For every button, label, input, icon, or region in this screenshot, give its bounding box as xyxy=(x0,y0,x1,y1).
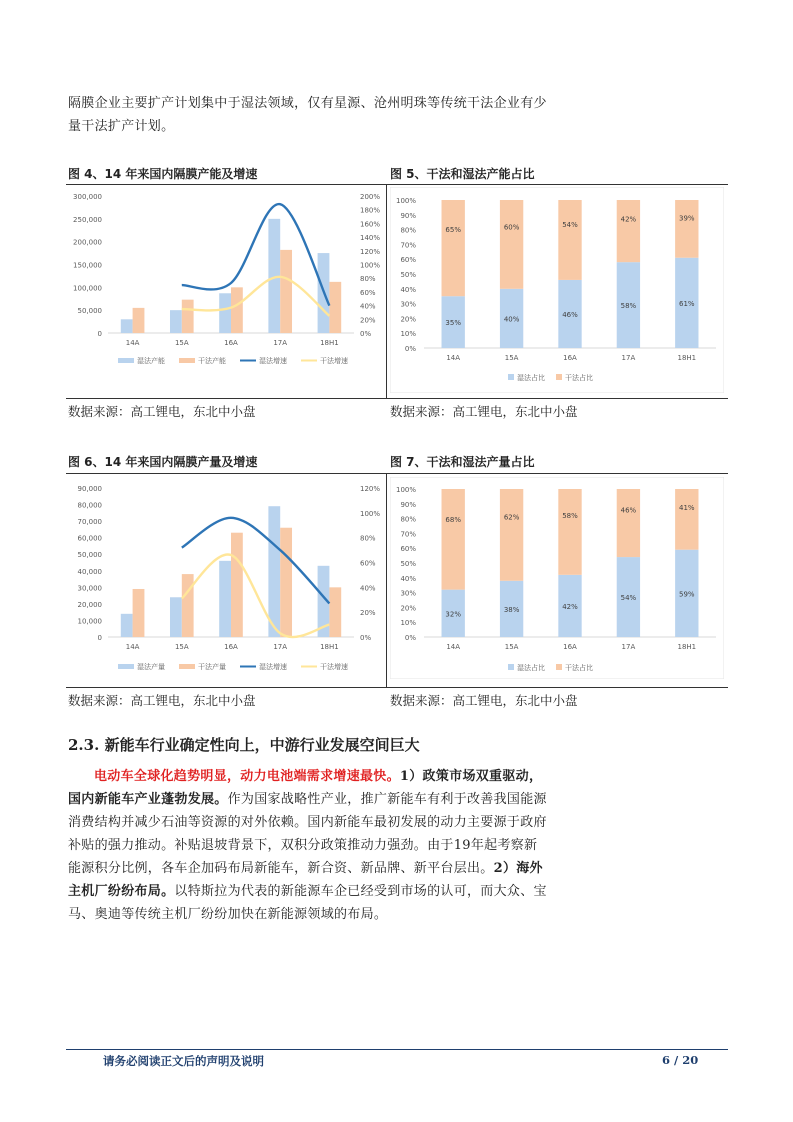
x-tick-label: 16A xyxy=(224,339,238,347)
intro-paragraph xyxy=(68,92,588,138)
legend-swatch-干法占比 xyxy=(556,374,562,380)
intro-line-1: 隔膜企业主要扩产计划集中于湿法领域，仅有星源、沧州明珠等传统干法企业有少 xyxy=(68,96,547,111)
x-tick-label: 14A xyxy=(446,643,461,651)
legend-label-湿法产量: 湿法产量 xyxy=(137,663,165,671)
y-tick-label: 70% xyxy=(400,530,416,539)
y-right-tick-label: 200% xyxy=(360,193,381,201)
fig5-chart xyxy=(390,187,724,393)
y-left-tick-label: 50,000 xyxy=(77,551,102,560)
data-label-干法占比: 41% xyxy=(679,504,695,513)
y-right-tick-label: 160% xyxy=(360,220,381,229)
y-right-tick-label: 60% xyxy=(360,288,376,297)
y-tick-label: 60% xyxy=(400,256,416,265)
y-right-tick-label: 0% xyxy=(360,330,372,338)
y-right-tick-label: 0% xyxy=(360,634,372,642)
body-line-1 xyxy=(68,765,598,788)
legend-label-干法占比: 干法占比 xyxy=(565,374,593,382)
y-tick-label: 100% xyxy=(395,486,416,494)
bar-干法产量 xyxy=(231,533,243,637)
footer-page-number: 6 / 20 xyxy=(662,1053,699,1067)
x-tick-label: 15A xyxy=(504,354,519,362)
legend-label-湿法增速: 湿法增速 xyxy=(259,663,287,671)
fig-row2-top-rule xyxy=(66,473,728,474)
body-text-2: 作为国家战略性产业，推广新能车有利于改善我国能源 xyxy=(227,792,547,807)
bar-湿法产量 xyxy=(219,561,231,637)
footer-rule xyxy=(66,1049,728,1050)
y-left-tick-label: 250,000 xyxy=(73,215,102,224)
bar-segment-干法占比 xyxy=(617,489,640,557)
fig7-chart xyxy=(390,477,724,679)
y-tick-label: 40% xyxy=(400,574,416,583)
line-干法增速 xyxy=(182,277,330,316)
legend-label-干法增速: 干法增速 xyxy=(320,663,348,671)
line-干法增速 xyxy=(182,555,330,638)
fig6-chart xyxy=(70,477,382,677)
data-label-湿法占比: 38% xyxy=(503,605,520,614)
body-line-3: 消费结构并减少石油等资源的对外依赖。国内新能车最初发展的动力主要源于政府 xyxy=(68,815,547,830)
bar-segment-干法占比 xyxy=(675,200,698,258)
y-right-tick-label: 80% xyxy=(360,275,376,284)
y-tick-label: 20% xyxy=(400,315,416,324)
data-label-湿法占比: 40% xyxy=(503,315,520,324)
y-right-tick-label: 120% xyxy=(360,485,381,493)
x-tick-label: 14A xyxy=(125,339,140,347)
bar-segment-干法占比 xyxy=(500,200,523,289)
fig4-chart xyxy=(70,187,382,373)
data-label-湿法占比: 46% xyxy=(562,310,578,319)
data-label-干法占比: 54% xyxy=(562,220,578,229)
x-tick-label: 15A xyxy=(174,339,189,347)
section-title: 新能车行业确定性向上，中游行业发展空间巨大 xyxy=(104,736,420,754)
y-tick-label: 100% xyxy=(395,197,416,205)
y-tick-label: 60% xyxy=(400,545,416,554)
section-heading xyxy=(68,734,420,755)
data-label-干法占比: 60% xyxy=(503,223,520,232)
x-tick-label: 17A xyxy=(621,643,636,651)
legend-label-湿法占比: 湿法占比 xyxy=(517,374,545,382)
x-tick-label: 17A xyxy=(273,643,288,651)
data-label-湿法占比: 32% xyxy=(445,610,461,619)
legend-label-湿法增速: 湿法增速 xyxy=(259,357,287,365)
legend-swatch-干法产量 xyxy=(179,664,195,669)
x-tick-label: 16A xyxy=(563,354,577,362)
y-left-tick-label: 0 xyxy=(97,634,102,642)
legend-swatch-干法占比 xyxy=(556,664,562,670)
legend-swatch-湿法产能 xyxy=(118,358,134,363)
chart-frame xyxy=(390,477,724,679)
y-right-tick-label: 20% xyxy=(360,609,376,618)
body-bold-2: 国内新能车产业蓬勃发展。 xyxy=(68,792,228,807)
bar-干法产量 xyxy=(280,528,292,637)
y-left-tick-label: 20,000 xyxy=(77,600,102,609)
y-right-tick-label: 180% xyxy=(360,206,381,215)
legend-swatch-湿法占比 xyxy=(508,664,514,670)
data-label-干法占比: 46% xyxy=(620,506,637,515)
y-tick-label: 30% xyxy=(400,589,416,598)
fig5-source: 数据来源：高工锂电，东北中小盘 xyxy=(390,404,578,419)
data-label-湿法占比: 54% xyxy=(620,594,637,603)
x-tick-label: 18H1 xyxy=(320,339,339,347)
bar-segment-干法占比 xyxy=(558,200,581,280)
y-left-tick-label: 70,000 xyxy=(77,518,102,527)
body-line-7: 马、奥迪等传统主机厂纷纷加快在新能源领域的布局。 xyxy=(68,907,388,922)
y-left-tick-label: 50,000 xyxy=(77,307,102,316)
legend-label-湿法占比: 湿法占比 xyxy=(517,664,545,672)
bar-干法产能 xyxy=(280,250,292,333)
x-tick-label: 16A xyxy=(224,643,238,651)
bar-湿法产量 xyxy=(170,597,182,637)
y-tick-label: 10% xyxy=(400,330,416,339)
bar-segment-干法占比 xyxy=(442,489,465,590)
fig6-title: 图 6、14 年来国内隔膜产量及增速 xyxy=(68,455,258,469)
body-bold-5: 2）海外 xyxy=(493,861,543,876)
bar-segment-干法占比 xyxy=(442,200,465,296)
legend-label-干法占比: 干法占比 xyxy=(565,664,593,672)
bar-干法产量 xyxy=(182,574,194,637)
bar-segment-干法占比 xyxy=(617,200,640,262)
y-left-tick-label: 0 xyxy=(97,330,102,338)
data-label-湿法占比: 59% xyxy=(679,590,695,599)
fig5-title: 图 5、干法和湿法产能占比 xyxy=(390,167,535,181)
fig4-source: 数据来源：高工锂电，东北中小盘 xyxy=(68,404,256,419)
fig-row2-bottom-rule xyxy=(66,687,728,688)
bar-干法产能 xyxy=(329,282,341,333)
y-tick-label: 50% xyxy=(400,271,416,279)
bar-干法产量 xyxy=(329,587,341,637)
body-bold-6: 主机厂纷纷布局。 xyxy=(68,884,175,899)
x-tick-label: 17A xyxy=(621,354,636,362)
data-label-干法占比: 39% xyxy=(679,214,695,223)
legend-label-干法产能: 干法产能 xyxy=(198,357,226,365)
bar-segment-干法占比 xyxy=(500,489,523,581)
y-tick-label: 80% xyxy=(400,515,416,524)
y-tick-label: 90% xyxy=(400,211,416,220)
body-paragraph xyxy=(68,765,598,926)
data-label-干法占比: 42% xyxy=(620,215,637,224)
bar-湿法产能 xyxy=(170,310,182,333)
y-left-tick-label: 150,000 xyxy=(73,261,102,270)
fig-row1-top-rule xyxy=(66,184,728,185)
fig4-title: 图 4、14 年来国内隔膜产能及增速 xyxy=(68,167,258,181)
y-left-tick-label: 100,000 xyxy=(73,284,102,293)
x-tick-label: 15A xyxy=(174,643,189,651)
legend-label-干法增速: 干法增速 xyxy=(320,357,348,365)
y-tick-label: 90% xyxy=(400,500,416,509)
fig-row1-divider xyxy=(386,184,387,398)
bar-干法产量 xyxy=(133,589,145,637)
y-left-tick-label: 80,000 xyxy=(77,501,102,510)
body-red-lead: 电动车全球化趋势明显，动力电池端需求增速最快。 xyxy=(94,769,400,784)
data-label-干法占比: 65% xyxy=(445,225,461,234)
y-left-tick-label: 200,000 xyxy=(73,238,102,247)
y-right-tick-label: 60% xyxy=(360,559,376,568)
bar-segment-干法占比 xyxy=(675,489,698,550)
body-bold-1: 1）政策市场双重驱动， xyxy=(399,769,543,784)
legend-label-湿法产能: 湿法产能 xyxy=(137,357,165,365)
fig7-source: 数据来源：高工锂电，东北中小盘 xyxy=(390,693,578,708)
y-left-tick-label: 30,000 xyxy=(77,584,102,593)
y-tick-label: 30% xyxy=(400,300,416,309)
y-tick-label: 70% xyxy=(400,241,416,250)
data-label-湿法占比: 61% xyxy=(679,299,695,308)
y-right-tick-label: 20% xyxy=(360,316,376,325)
data-label-湿法占比: 35% xyxy=(445,319,461,328)
body-line-6 xyxy=(68,880,598,903)
section-number: 2.3. xyxy=(68,736,100,754)
data-label-湿法占比: 42% xyxy=(562,602,578,611)
bar-湿法产量 xyxy=(121,614,133,637)
y-right-tick-label: 100% xyxy=(360,509,381,518)
y-right-tick-label: 100% xyxy=(360,261,381,270)
body-text-5: 能源积分比例，各车企加码布局新能车，新合资、新品牌、新平台层出。 xyxy=(68,861,494,876)
y-right-tick-label: 120% xyxy=(360,247,381,256)
x-tick-label: 14A xyxy=(446,354,461,362)
y-left-tick-label: 40,000 xyxy=(77,567,102,576)
intro-line-2: 量干法扩产计划。 xyxy=(68,119,175,134)
fig-row1-bottom-rule xyxy=(66,398,728,399)
body-line-4: 补贴的强力推动。补贴退坡背景下，双积分政策推动力强劲。由于19年起考察新 xyxy=(68,838,538,853)
bar-湿法产能 xyxy=(219,293,231,333)
x-tick-label: 15A xyxy=(504,643,519,651)
bar-segment-干法占比 xyxy=(558,489,581,575)
body-text-6: 以特斯拉为代表的新能源车企已经受到市场的认可，而大众、宝 xyxy=(174,884,547,899)
x-tick-label: 18H1 xyxy=(677,354,697,362)
data-label-干法占比: 62% xyxy=(503,513,520,522)
y-right-tick-label: 40% xyxy=(360,584,376,593)
y-tick-label: 0% xyxy=(404,345,416,353)
body-line-2 xyxy=(68,788,598,811)
y-left-tick-label: 300,000 xyxy=(73,193,102,201)
x-tick-label: 17A xyxy=(273,339,288,347)
bar-干法产能 xyxy=(231,287,243,333)
x-tick-label: 14A xyxy=(125,643,140,651)
y-tick-label: 50% xyxy=(400,560,416,568)
bar-湿法产量 xyxy=(268,506,280,637)
fig7-title: 图 7、干法和湿法产量占比 xyxy=(390,455,535,469)
y-right-tick-label: 80% xyxy=(360,534,376,543)
fig-row2-divider xyxy=(386,473,387,687)
y-right-tick-label: 140% xyxy=(360,234,381,243)
y-right-tick-label: 40% xyxy=(360,302,376,311)
x-tick-label: 16A xyxy=(563,643,577,651)
y-tick-label: 10% xyxy=(400,619,416,628)
y-left-tick-label: 60,000 xyxy=(77,534,102,543)
footer-disclaimer: 请务必阅读正文后的声明及说明 xyxy=(103,1054,264,1068)
y-tick-label: 0% xyxy=(404,634,416,642)
bar-干法产能 xyxy=(182,300,194,333)
y-tick-label: 20% xyxy=(400,604,416,613)
legend-swatch-干法产能 xyxy=(179,358,195,363)
y-tick-label: 40% xyxy=(400,285,416,294)
fig6-source: 数据来源：高工锂电，东北中小盘 xyxy=(68,693,256,708)
bar-湿法产能 xyxy=(121,319,133,333)
legend-swatch-湿法占比 xyxy=(508,374,514,380)
legend-swatch-湿法产量 xyxy=(118,664,134,669)
y-tick-label: 80% xyxy=(400,226,416,235)
body-line-5 xyxy=(68,857,598,880)
y-left-tick-label: 90,000 xyxy=(77,485,102,493)
legend-label-干法产量: 干法产量 xyxy=(198,663,226,671)
chart-frame xyxy=(390,187,724,393)
data-label-湿法占比: 58% xyxy=(620,302,637,311)
x-tick-label: 18H1 xyxy=(320,643,339,651)
y-left-tick-label: 10,000 xyxy=(77,617,102,626)
x-tick-label: 18H1 xyxy=(677,643,697,651)
bar-干法产能 xyxy=(133,308,145,333)
data-label-干法占比: 58% xyxy=(562,511,578,520)
data-label-干法占比: 68% xyxy=(445,516,461,525)
